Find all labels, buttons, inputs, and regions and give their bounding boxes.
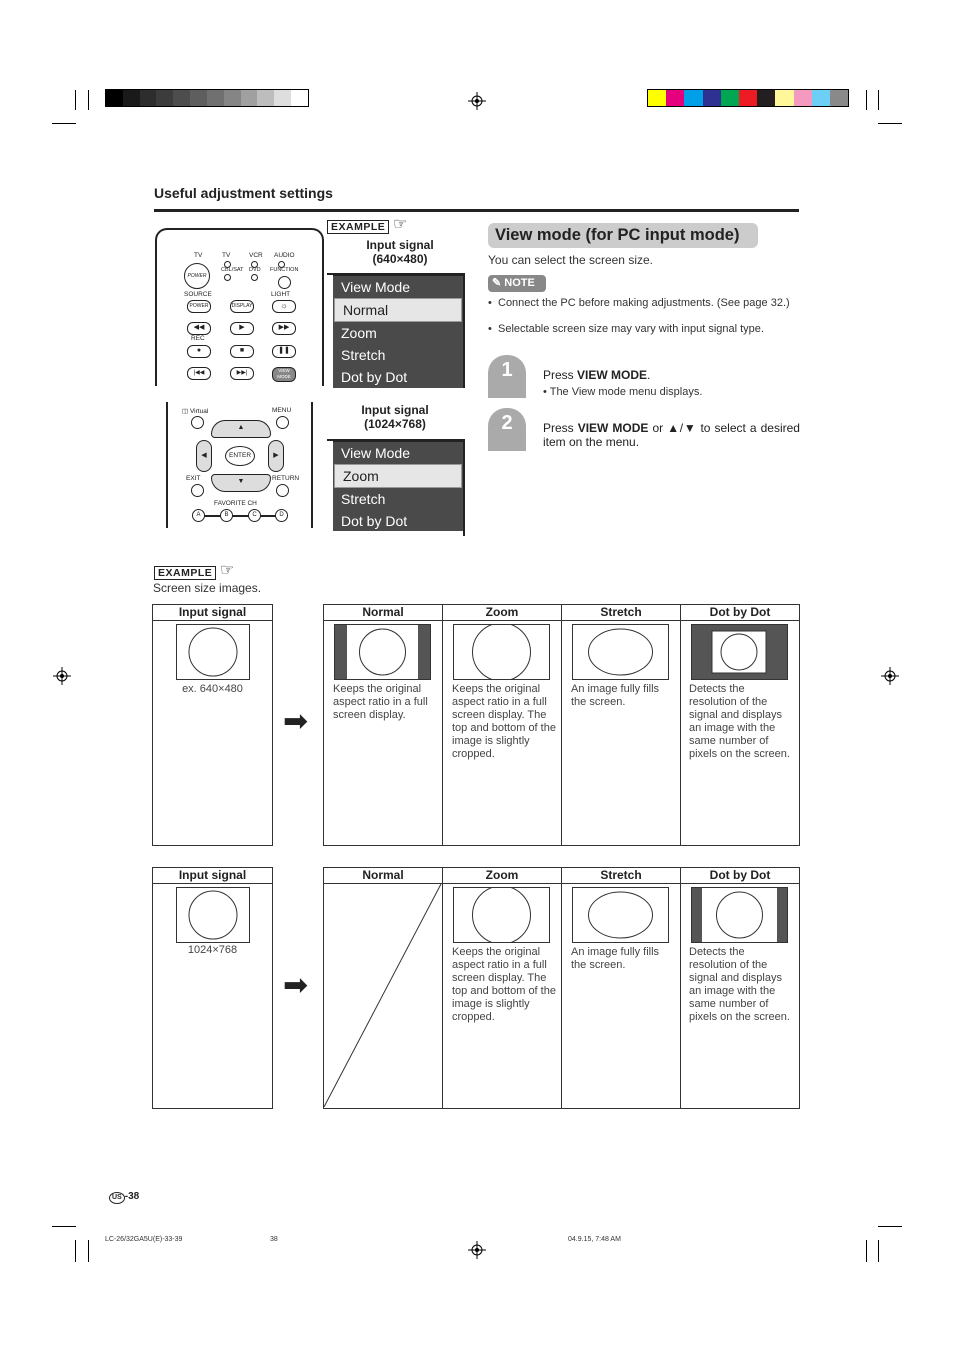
gray-swatch <box>257 90 274 106</box>
color-swatch <box>666 90 684 106</box>
input-signal-header: Input signal <box>153 605 272 621</box>
step-2-text <box>543 421 800 449</box>
pause-button[interactable] <box>272 345 296 358</box>
gray-swatch <box>156 90 173 106</box>
col-header-zoom: Zoom <box>443 868 561 884</box>
step-text-pre: Press <box>543 368 578 382</box>
print-date: 04.9.15, 7:48 AM <box>568 1236 621 1243</box>
menu-divider <box>463 439 465 536</box>
color-calibration-bar <box>647 89 849 107</box>
left-arrow-button[interactable] <box>196 440 212 472</box>
record-button[interactable] <box>187 345 211 358</box>
menu-item-normal[interactable]: Normal <box>334 298 462 322</box>
cbl-sat-label: CBL/SAT <box>221 267 244 273</box>
skip-back-button[interactable] <box>187 367 211 380</box>
input-signal-table-1 <box>152 604 273 846</box>
pause-icon: ❚❚ <box>278 347 290 354</box>
pointing-hand-icon: ☞ <box>393 216 408 233</box>
view-mode-table-1 <box>323 604 800 846</box>
column-divider <box>561 605 562 845</box>
menu-item-zoom[interactable]: Zoom <box>334 464 462 488</box>
gray-calibration-bar <box>105 89 309 107</box>
up-arrow-button[interactable] <box>211 420 271 438</box>
source-label: SOURCE <box>184 291 212 298</box>
page-number-text: -38 <box>124 1191 140 1202</box>
column-divider <box>442 605 443 845</box>
step-text-bold: VIEW MODE <box>577 368 648 382</box>
print-file-name: LC-26/32GA5U(E)-33-39 <box>105 1236 183 1243</box>
input-resolution: 1024×768 <box>187 944 238 956</box>
color-swatch <box>739 90 757 106</box>
view-mode-menu-1024 <box>333 440 463 531</box>
return-label: RETURN <box>272 475 300 482</box>
col-header-dot-by-dot: Dot by Dot <box>681 605 799 621</box>
step-text-post: . <box>647 368 651 382</box>
input-resolution-text: (1024×768) <box>364 417 426 431</box>
circle-image-icon <box>454 888 549 942</box>
input-resolution-text: (640×480) <box>372 252 428 266</box>
color-swatch <box>757 90 775 106</box>
dvd-label: DVD <box>249 267 261 273</box>
cbl-indicator <box>224 274 231 281</box>
light-button[interactable] <box>272 300 296 313</box>
right-arrow-button[interactable] <box>268 440 284 472</box>
remote-control-top <box>155 228 324 386</box>
menu-title: View Mode <box>341 279 411 295</box>
play-button[interactable] <box>230 322 254 335</box>
step-1-text <box>543 368 650 382</box>
circle-image-icon <box>177 625 249 679</box>
input-signal-label-1024 <box>345 403 445 431</box>
screen-thumbnail <box>176 624 250 680</box>
favorite-c-button[interactable] <box>248 509 261 522</box>
step-text-bold: VIEW MODE <box>577 421 649 435</box>
step-sub-text: The View mode menu displays. <box>549 386 703 398</box>
gray-swatch <box>140 90 157 106</box>
page-number <box>109 1191 139 1204</box>
note-text: Selectable screen size may vary with input signal type. <box>498 323 764 335</box>
gray-swatch <box>190 90 207 106</box>
tv-label-2: TV <box>222 252 231 259</box>
function-button[interactable] <box>278 276 291 289</box>
dot-by-dot-description: Detects the resolution of the signal and displays an image with the same number of pixels on the screen. <box>689 946 790 1023</box>
fast-forward-button[interactable] <box>272 322 296 335</box>
view-mode-button[interactable] <box>272 367 296 382</box>
normal-thumbnail <box>334 624 431 680</box>
a-label: A <box>196 512 201 518</box>
exit-label: EXIT <box>186 475 201 482</box>
gray-swatch <box>207 90 224 106</box>
col-header-stretch: Stretch <box>562 868 680 884</box>
col-header-normal: Normal <box>324 868 442 884</box>
column-divider <box>680 868 681 1108</box>
input-signal-text: Input signal <box>361 403 429 417</box>
column-divider <box>561 868 562 1108</box>
registration-mark-icon <box>881 667 899 685</box>
gray-swatch <box>123 90 140 106</box>
power-button[interactable] <box>184 263 210 289</box>
color-swatch <box>703 90 721 106</box>
remote-control-bottom <box>166 402 313 528</box>
menu-item-dot-by-dot[interactable]: Dot by Dot <box>341 513 408 529</box>
circle-image-icon <box>177 888 249 942</box>
stop-icon: ■ <box>239 347 245 354</box>
pointing-hand-icon: ☞ <box>220 562 235 579</box>
column-divider <box>442 868 443 1108</box>
source-power-button[interactable] <box>187 300 211 313</box>
light-icon: ☼ <box>280 301 288 310</box>
view-mode-btn-label: VIEW MODE <box>277 368 291 379</box>
color-swatch <box>721 90 739 106</box>
arrow-right-icon: ➡ <box>283 969 309 1002</box>
menu-button[interactable] <box>276 416 289 429</box>
view-mode-table-2 <box>323 867 800 1109</box>
stretch-description: An image fully fills the screen. <box>571 946 660 971</box>
pencil-icon: ✎ <box>492 277 502 289</box>
dot-by-dot-thumbnail <box>691 887 788 943</box>
right-arrow-icon: ▶ <box>273 452 279 459</box>
stretch-description: An image fully fills the screen. <box>571 683 660 708</box>
ellipse-image-icon <box>573 625 668 679</box>
skip-back-icon: |◀◀ <box>193 370 205 376</box>
input-signal-header: Input signal <box>153 868 272 884</box>
dvd-indicator <box>251 274 258 281</box>
light-label: LIGHT <box>271 291 291 298</box>
zoom-thumbnail <box>453 887 550 943</box>
gray-swatch <box>241 90 258 106</box>
ellipse-image-icon <box>573 888 668 942</box>
section-rule <box>154 209 799 212</box>
col-header-stretch: Stretch <box>562 605 680 621</box>
power-btn-label: POWER <box>189 303 209 309</box>
audio-label: AUDIO <box>274 252 295 259</box>
view-mode-menu-640 <box>333 274 463 388</box>
play-icon: ▶ <box>239 324 245 331</box>
c-label: C <box>252 512 257 518</box>
record-icon: ● <box>196 347 202 354</box>
normal-description: Keeps the original aspect ratio in a full screen display. <box>333 683 428 721</box>
d-label: D <box>279 512 284 518</box>
vcr-label: VCR <box>249 252 263 259</box>
section-title: Useful adjustment settings <box>154 185 333 201</box>
circle-image-icon <box>692 625 787 679</box>
screen-thumbnail <box>176 887 250 943</box>
registration-mark-icon <box>53 667 71 685</box>
favorite-a-button[interactable] <box>192 509 205 522</box>
step-1-sub: • The View mode menu displays. <box>543 386 703 398</box>
step-text-post: or ▲/▼ to select a desired item on the menu. <box>543 421 800 449</box>
col-header-normal: Normal <box>324 605 442 621</box>
rewind-button[interactable] <box>187 322 211 335</box>
step-underline <box>488 396 526 398</box>
arrow-right-icon: ➡ <box>283 705 309 738</box>
example-label: EXAMPLE <box>327 220 389 234</box>
menu-item-stretch[interactable]: Stretch <box>341 491 386 507</box>
gray-swatch <box>224 90 241 106</box>
menu-label: MENU <box>272 407 292 414</box>
function-label: FUNCTION <box>270 267 299 273</box>
color-swatch <box>648 90 666 106</box>
step-underline <box>488 449 526 451</box>
menu-item-zoom[interactable]: Zoom <box>341 325 377 341</box>
favorite-d-button[interactable] <box>275 509 288 522</box>
example-label: EXAMPLE <box>154 566 216 580</box>
skip-forward-icon: ▶▶| <box>236 370 248 376</box>
virtual-label: Virtual <box>189 408 209 415</box>
step-text-pre: Press <box>543 421 578 435</box>
input-signal-table-2 <box>152 867 273 1109</box>
virtual-button[interactable] <box>191 416 204 429</box>
circle-image-icon <box>454 625 549 679</box>
display-btn-label: DISPLAY <box>231 303 253 309</box>
rewind-icon: ◀◀ <box>193 324 205 331</box>
color-swatch <box>775 90 793 106</box>
enter-button[interactable] <box>225 446 255 466</box>
view-mode-intro: You can select the screen size. <box>488 253 653 267</box>
exit-button[interactable] <box>191 484 204 497</box>
enter-label: ENTER <box>228 452 252 459</box>
b-label: B <box>224 512 229 518</box>
menu-item-stretch[interactable]: Stretch <box>341 347 386 363</box>
not-available-slash <box>324 884 442 1107</box>
column-divider <box>680 605 681 845</box>
note-text: Connect the PC before making adjustments. (See page 32.) <box>498 297 790 309</box>
input-signal-text: Input signal <box>366 238 434 252</box>
favorite-line <box>198 515 282 517</box>
return-button[interactable] <box>276 484 289 497</box>
region-badge: US <box>109 1192 125 1204</box>
color-swatch <box>830 90 848 106</box>
gray-swatch <box>173 90 190 106</box>
color-swatch <box>794 90 812 106</box>
menu-title: View Mode <box>341 445 411 461</box>
zoom-description: Keeps the original aspect ratio in a full screen display. The top and bottom of the image is slightly cropped. <box>452 946 556 1023</box>
col-header-zoom: Zoom <box>443 605 561 621</box>
stretch-thumbnail <box>572 624 669 680</box>
input-resolution: ex. 640×480 <box>182 683 243 695</box>
down-arrow-button[interactable] <box>211 474 271 492</box>
favorite-b-button[interactable] <box>220 509 233 522</box>
circle-image-icon <box>692 888 787 942</box>
menu-item-dot-by-dot[interactable]: Dot by Dot <box>341 369 408 385</box>
virtual-icon: ◫ <box>182 408 190 415</box>
step-number: 2 <box>488 408 526 450</box>
note-badge <box>488 275 546 292</box>
fast-forward-icon: ▶▶ <box>278 324 290 331</box>
note-bullet: • Selectable screen size may vary with input signal type. <box>488 323 800 336</box>
skip-forward-button[interactable] <box>230 367 254 380</box>
stop-button[interactable] <box>230 345 254 358</box>
dot-by-dot-description: Detects the resolution of the signal and displays an image with the same number of pixels on the screen. <box>689 683 790 760</box>
left-arrow-icon: ◀ <box>201 452 207 459</box>
screen-size-caption: Screen size images. <box>153 581 262 595</box>
zoom-description: Keeps the original aspect ratio in a full screen display. The top and bottom of the image is slightly cropped. <box>452 683 556 760</box>
circle-image-icon <box>335 625 430 679</box>
gray-swatch <box>274 90 291 106</box>
color-swatch <box>684 90 702 106</box>
down-arrow-icon: ▼ <box>237 478 245 485</box>
input-signal-label-640 <box>350 238 450 266</box>
gray-swatch <box>291 90 308 106</box>
note-label: NOTE <box>504 277 535 289</box>
note-bullet: • Connect the PC before making adjustments. (See page 32.) <box>488 297 800 310</box>
registration-mark-icon <box>468 92 486 110</box>
registration-mark-icon <box>468 1241 486 1259</box>
power-label: POWER <box>187 273 207 279</box>
dot-by-dot-thumbnail <box>691 624 788 680</box>
stretch-thumbnail <box>572 887 669 943</box>
up-arrow-icon: ▲ <box>237 424 245 431</box>
display-button[interactable] <box>230 300 254 313</box>
zoom-thumbnail <box>453 624 550 680</box>
gray-swatch <box>106 90 123 106</box>
tv-label: TV <box>194 252 203 259</box>
print-page: 38 <box>270 1236 278 1243</box>
color-swatch <box>812 90 830 106</box>
menu-divider <box>463 273 465 388</box>
rec-label: REC <box>191 335 205 342</box>
col-header-dot-by-dot: Dot by Dot <box>681 868 799 884</box>
view-mode-title: View mode (for PC input mode) <box>488 223 758 248</box>
favorite-ch-label: FAVORITE CH <box>214 500 257 507</box>
step-number: 1 <box>488 355 526 397</box>
